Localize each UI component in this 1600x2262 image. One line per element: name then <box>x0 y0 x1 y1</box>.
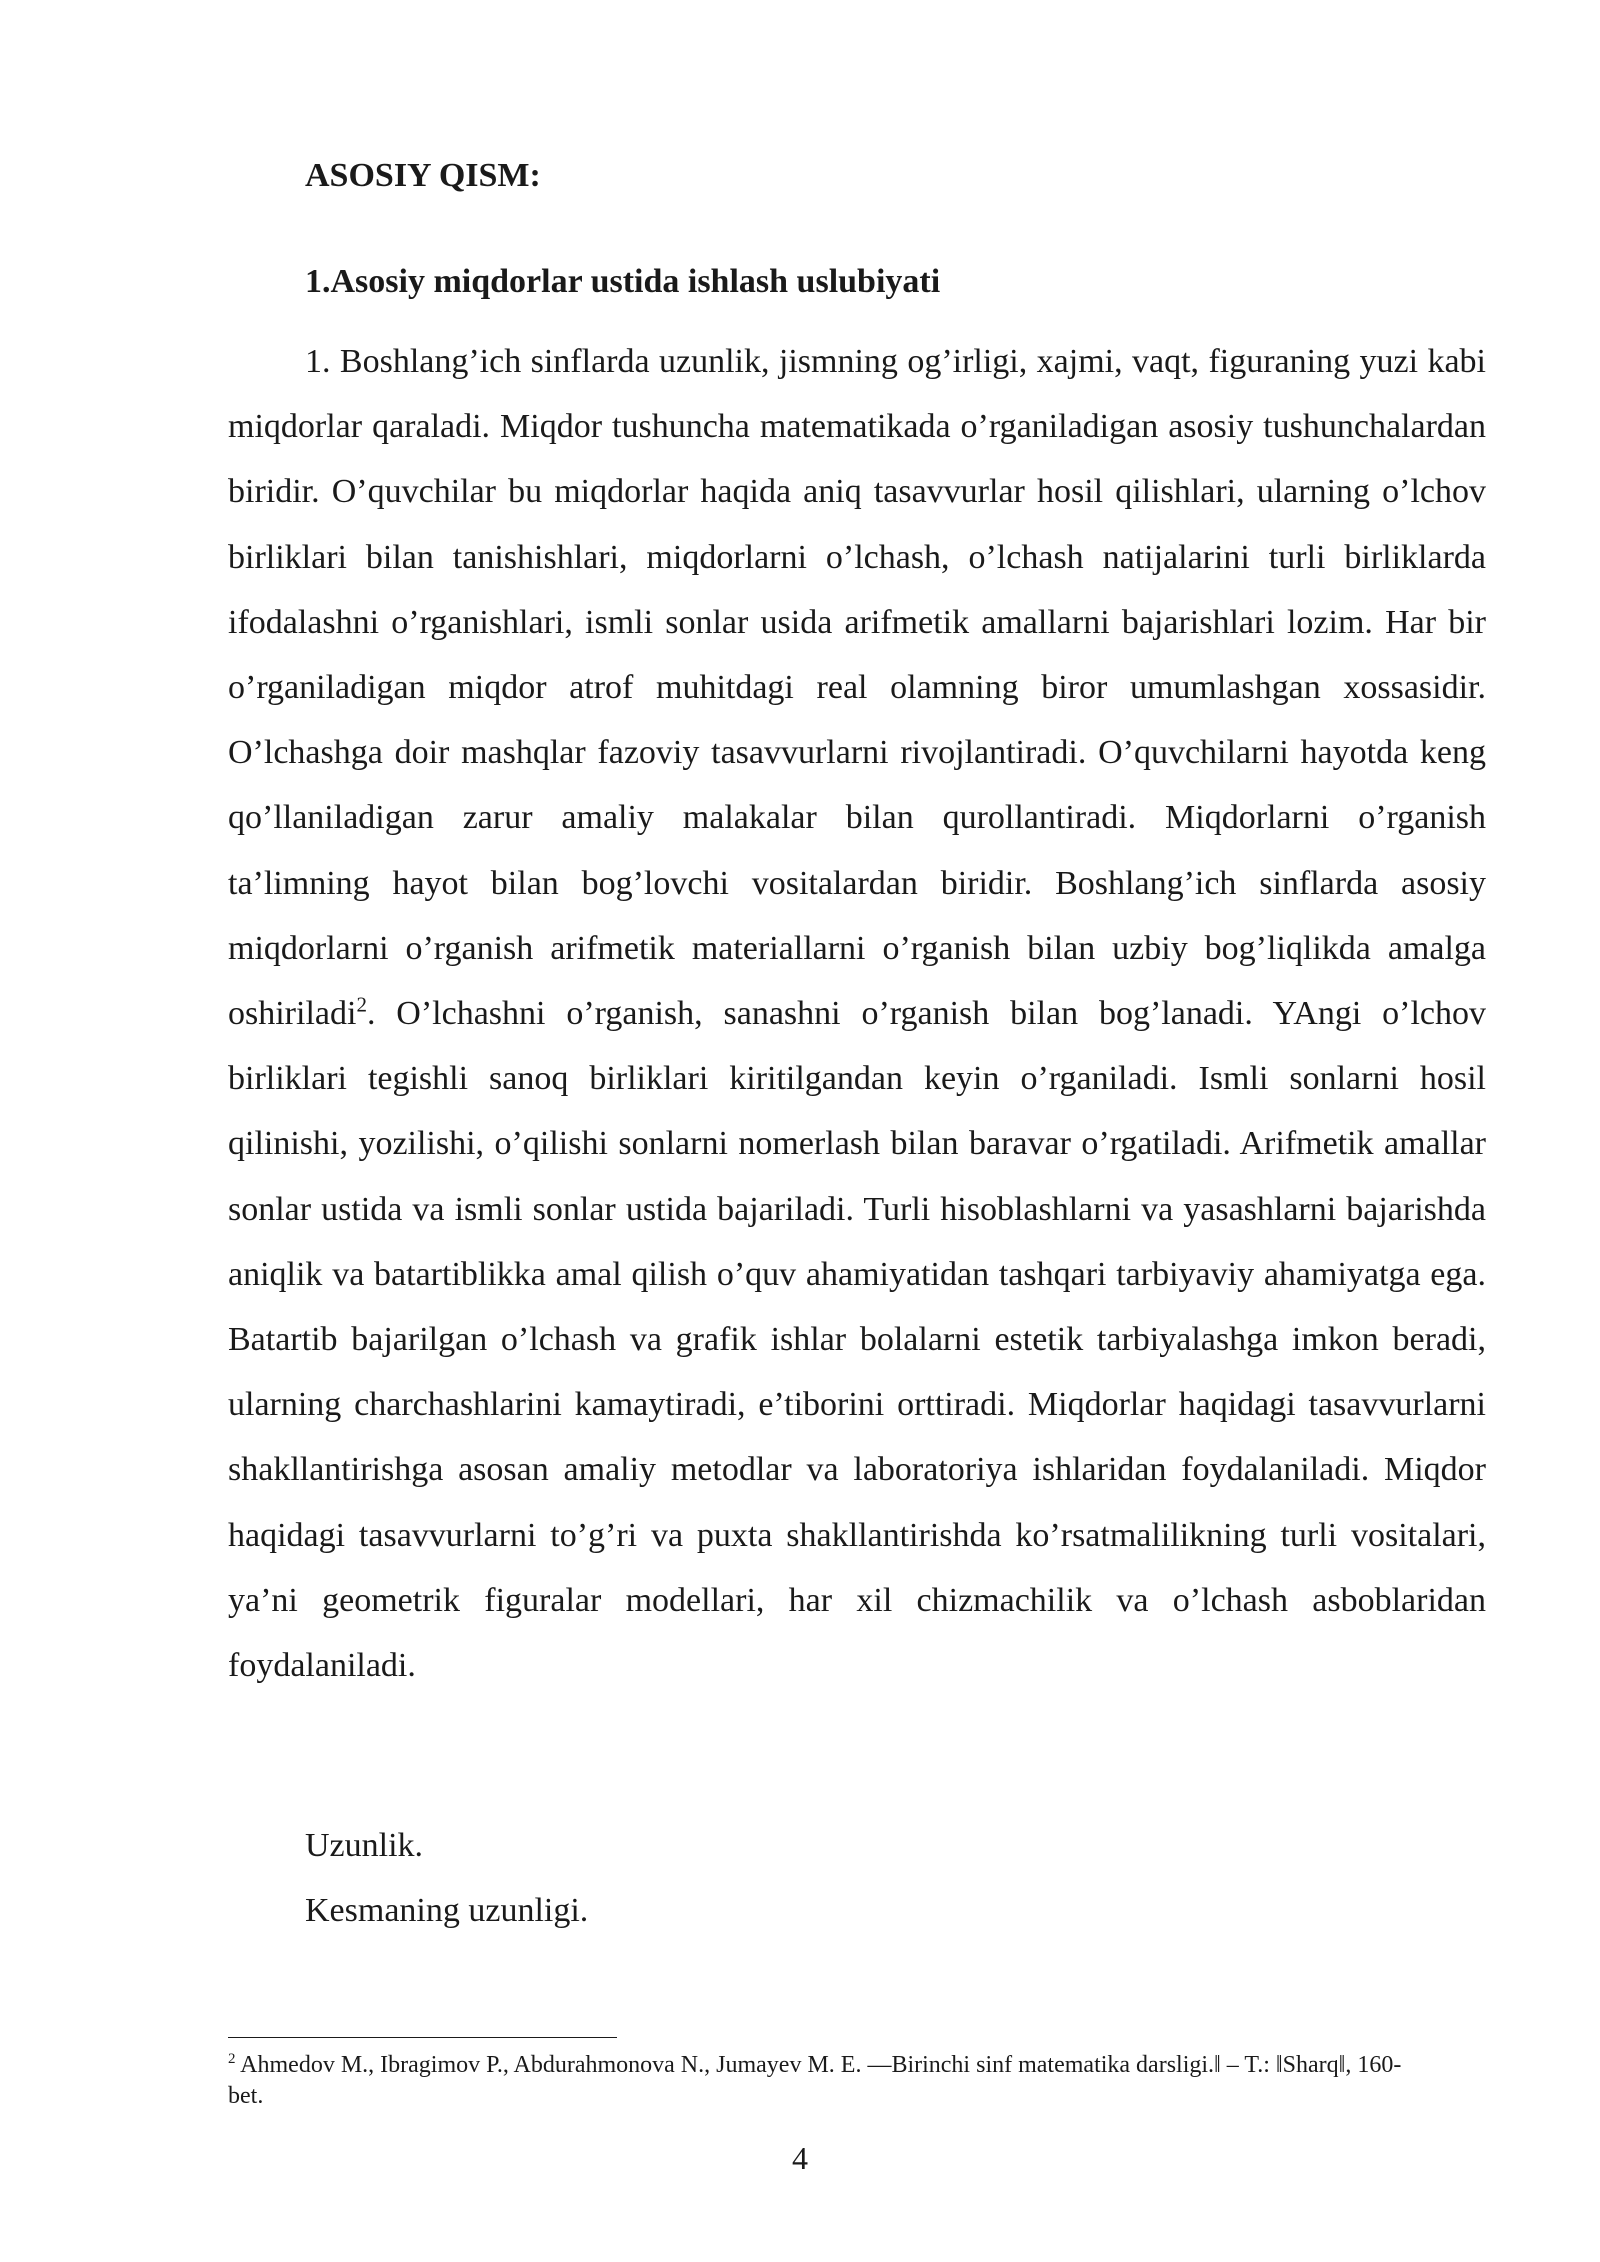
footnote-separator <box>228 2037 617 2038</box>
paragraph-kesmaning-uzunligi: Kesmaning uzunligi. <box>305 1892 589 1929</box>
footnote-text: Ahmedov M., Ibragimov P., Abdurahmonova N., Jumayev M. E. ―Birinchi sinf matematika darsligi.‖ – T.: ‖Sharq‖, 160-bet. <box>228 2052 1402 2109</box>
main-paragraph-text-part2: . O’lchashni o’rganish, sanashni o’rganish bilan bog’lanadi. YAngi o’lchov birliklari tegishli sanoq birliklari kiritilgandan keyin o’rganiladi. Ismli sonlarni hosil qilinishi, yozilishi, o’qilishi sonlarni nomerlash bilan baravar o’rgatiladi. Arifmetik amallar sonlar ustida va ismli sonlar ustida bajariladi. Turli hisoblashlarni va yasashlarni bajarishda aniqlik va batartiblikka amal qilish o’quv ahamiyatidan tashqari tarbiyaviy ahamiyatga ega. Batartib bajarilgan o’lchash va grafik ishlar bolalarni estetik tarbiyalashga imkon beradi, ularning charchashlarini kamaytiradi, e’tiborini orttiradi. Miqdorlar haqidagi tasavvurlarni shakllantirishga asosan amaliy metodlar va laboratoriya ishlaridan foydalaniladi. Miqdor haqidagi tasavvurlarni to’g’ri va puxta shakllantirishda ko’rsatmalilikning turli vositalari, ya’ni geometrik figuralar modellari, har xil chizmachilik va o’lchash asboblaridan foydalaniladi. <box>228 995 1486 1685</box>
footnote-marker: 2 <box>228 2051 236 2067</box>
footnote <box>228 2050 1428 2112</box>
main-paragraph-text-part1: 1. Boshlang’ich sinflarda uzunlik, jismning og’irligi, xajmi, vaqt, figuraning yuzi kabi miqdorlar qaraladi. Miqdor tushuncha matematikada o’rganiladigan asosiy tushunchalardan biridir. O’quvchilar bu miqdorlar haqida aniq tasavvurlar hosil qilishlari, ularning o’lchov birliklari bilan tanishishlari, miqdorlarni o’lchash, o’lchash natijalarini turli birliklarda ifodalashni o’rganishlari, ismli sonlar usida arifmetik amallarni bajarishlari lozim. Har bir o’rganiladigan miqdor atrof muhitdagi real olamning biror umumlashgan xossasidir. O’lchashga doir mashqlar fazoviy tasavvurlarni rivojlantiradi. O’quvchilarni hayotda keng qo’llaniladigan zarur amaliy malakalar bilan qurollantiradi. Miqdorlarni o’rganish ta’limning hayot bilan bog’lovchi vositalardan biridir. Boshlang’ich sinflarda asosiy miqdorlarni o’rganish arifmetik materiallarni o’rganish bilan uzbiy bog’liqlikda amalga oshiriladi <box>228 343 1486 1033</box>
page-number: 4 <box>792 2140 808 2176</box>
main-paragraph <box>228 329 1486 1698</box>
paragraph-uzunlik: Uzunlik. <box>305 1827 424 1864</box>
section-heading: ASOSIY QISM: <box>305 157 541 194</box>
footnote-reference: 2 <box>356 992 367 1017</box>
subsection-heading: 1.Asosiy miqdorlar ustida ishlash uslubiyati <box>305 263 941 300</box>
